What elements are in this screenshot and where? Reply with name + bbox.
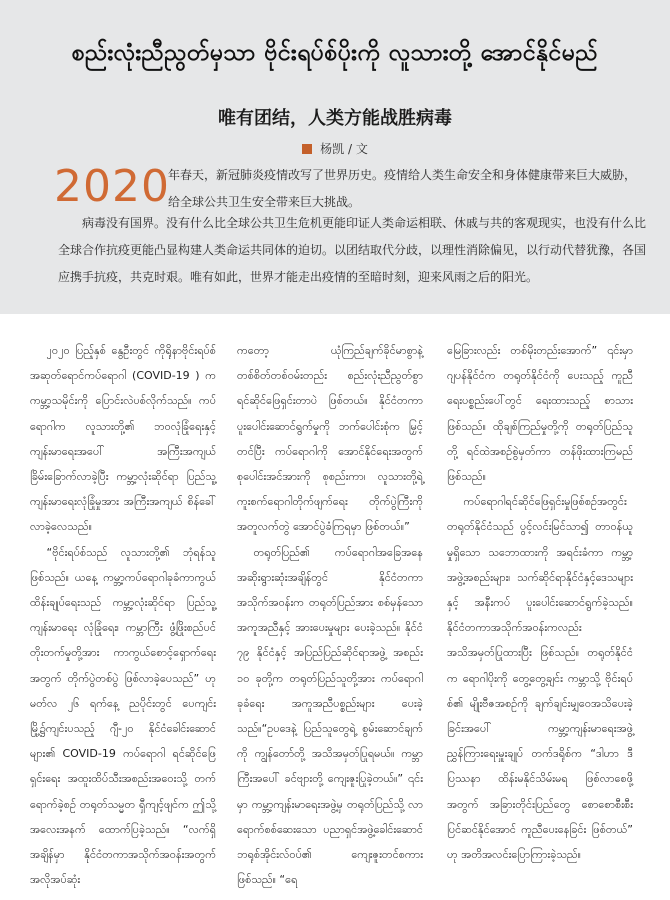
author-name: 杨凯 / 文 [320,142,368,156]
paragraph: ၂၀၂၀ ပြည့်နှစ် နွေဦးတွင် ကိုရိုနာဗိုင်းရပ်စ် အဆုတ်ရောင်ကပ်ရောဂါ (COVID-19 ) က ကမ္ဘာ့သမိုင်းကို ပြောင်းလဲပစ်လိုက်သည်။ ကပ်ရောဂါက လူသားတို့၏ ဘဝလုံခြုံရေးနှင့်ကျန်းမာရေးအပေါ် အကြီးအကျယ် ခြိမ်းခြောက်လာခဲ့ပြီး ကမ္ဘာ့လုံးဆိုင်ရာ ပြည်သူ့ကျန်းမာရေးလုံခြုံမှုအား အကြီးအကျယ် စိန်ခေါ်လာခဲ့လေသည်။ [30,344,216,534]
paragraph: “ဗိုင်းရပ်စ်သည် လူသားတို့၏ ဘုံရန်သူဖြစ်သည်။ ယနေ့ ကမ္ဘာ့ကပ်ရောဂါခုခံကာကွယ် ထိန်းချုပ်ရေးသည် ကမ္ဘာ့လုံးဆိုင်ရာ ပြည်သူ့ကျန်းမာရေး လုံခြုံရေး၊ ကမ္ဘာကြီး ဖွံ့ဖြိုးစည်ပင်တိုးတက်မှုတို့အား ကာကွယ်စောင့်ရှောက်ရေးအတွက် တိုက်ပွဲတစ်ပွဲ ဖြစ်လာခဲ့ပေသည်” ဟု မတ်လ ၂၆ ရက်နေ့ ညပိုင်းတွင် ပေကျင်းမြို့၌ကျင်းပသည့် ဂျီ-၂၀ နိုင်ငံခေါင်းဆောင်များ၏ COVID-19 ကပ်ရောဂါ ရင်ဆိုင်ဖြေရှင်းရေး အထူးထိပ်သီးအစည်းအဝေးသို့ တက်ရောက်ခဲ့စဉ် တရုတ်သမ္မတ ရှီကျင့်ဖျင်က ဤသို့ အလေးအနက် ထောက်ပြခဲ့သည်။ “လက်ရှိအချိန်မှာ နိုင်ငံတကာအသိုက်အဝန်းအတွက် အလိုအပ်ဆုံး [30,545,216,887]
year-numeral: 2020 [54,161,170,212]
paragraph: တရုတ်ပြည်၏ ကပ်ရောဂါအခြေအနေ အဆိုးရွားဆုံးအချိန်တွင် နိုင်ငံတကာအသိုက်အဝန်းက တရုတ်ပြည်အား စစ်မှန်သော အကူအညီနှင့် အားပေးမှုများ ပေးခဲ့သည်။ နိုင်ငံ ၇၉ နိုင်ငံနှင့် အပြည်ပြည်ဆိုင်ရာအဖွဲ့ အစည်း ၁၀ ခုတို့က တရုတ်ပြည်သူတို့အား ကပ်ရောဂါခုခံရေး အကူအညီပစ္စည်းများ ပေးခဲ့သည်။“ဥပဒေနဲ့ ပြည်သူတွေရဲ့ စွမ်းဆောင်ချက်ကို ကျွန်တော်တို့ အသိအမှတ်ပြုရမယ်။ ကမ္ဘာကြီးအပေါ် ခင်ဗျားတို့ ကျေးဇူးပြုခဲ့တယ်။” ၎င်းမှာ ကမ္ဘာ့ကျန်းမာရေးအဖွဲ့မှ တရုတ်ပြည်သို့ လာရောက်စစ်ဆေးသော ပညာရှင်အဖွဲ့ခေါင်းဆောင် ဘရုစ်အိုင်းလ်ဝပ်၏ ကျေးဇူးတင်စကား ဖြစ်သည်။ “ရေ [237,545,423,887]
chinese-title: 唯有团结，人类方能战胜病毒 [218,108,452,129]
body-column-2 [237,338,423,892]
paragraph: ကပ်ရောဂါရင်ဆိုင်ဖြေရှင်းမှုဖြစ်စဉ်အတွင်း တရုတ်နိုင်ငံသည် ပွင့်လင်းမြင်သာ၍ တာဝန်ယူမှုရှိသော သဘောထားကို အရင်းခံကာ ကမ္ဘာ့အဖွဲ့အစည်းများ၊ သက်ဆိုင်ရာနိုင်ငံနှင့်ဒေသများနှင့် အနီးကပ် ပူးပေါင်းဆောင်ရွက်ခဲ့သည်။ နိုင်ငံတကာအသိုက်အဝန်းကလည်း အသိအမှတ်ပြုထားပြီး ဖြစ်သည်။ တရုတ်နိုင်ငံက ရောဂါပိုးကို တွေ့တွေ့ချင်း ကမ္ဘာသို့ ဗိုင်းရပ်စ်၏ မျိုးဗီဇအစဉ်ကို ချက်ချင်းမျှဝေအသိပေးခဲ့ခြင်းအပေါ် ကမ္ဘာ့ကျန်းမာရေးအဖွဲ့ ညွှန်ကြားရေးမှူးချုပ် တက်ဒရိုစ်က “ဒါဟာ ဒီပြဿနာ ထိန်းမနိုင်သိမ်းမရ ဖြစ်လာစေဖို့အတွက် အခြားတိုင်းပြည်တွေ စောစောစီးစီး ပြင်ဆင်နိုင်အောင် ကူညီပေးနေခြင်း ဖြစ်တယ်” ဟု အတိအလင်းပြောကြားခဲ့သည်။ [447,495,633,862]
article-header [0,0,670,314]
author-line [0,140,670,157]
myanmar-title: စည်းလုံးညီညွတ်မှသာ ဗိုင်းရပ်စ်ပိုးကို လူသားတို့ အောင်နိုင်မည် [71,40,599,66]
intro-paragraph: 病毒没有国界。没有什么比全球公共卫生危机更能印证人类命运相联、休戚与共的客观现实，也没有什么比全球合作抗疫更能凸显构建人类命运共同体的迫切。以团结取代分歧，以理性消除偏见，以行动代替犹豫，各国应携手抗疫，共克时艰。唯有如此，世界才能走出疫情的至暗时刻，迎来风雨之后的阳光。 [58,216,647,284]
author-square-icon [302,144,312,154]
paragraph: ကတော့ ယုံကြည်ချက်ခိုင်မာစွာနဲ့ တစ်စိတ်တစ်ဝမ်းတည်း စည်းလုံးညီညွတ်စွာ ရင်ဆိုင်ဖြေရှင်းတာပဲ ဖြစ်တယ်။ နိုင်ငံတကာပူးပေါင်းဆောင်ရွက်မှုကို ဘက်ပေါင်းစုံက မြှင့်တင်ပြီး ကပ်ရောဂါကို အောင်နိုင်ရေးအတွက် စုပေါင်းအင်အားကို စုစည်းကာ၊ လူသားတို့ရဲ့ ကူးစက်ရောဂါတိုက်ဖျက်ရေး တိုက်ပွဲကြီးကို အတူလက်တွဲ အောင်ပွဲခံကြရမှာ ဖြစ်တယ်။” [237,344,423,534]
body-column-3 [447,338,633,867]
body-column-1 [30,338,216,892]
lead-paragraph: 年春天，新冠肺炎疫情改写了世界历史。疫情给人类生命安全和身体健康带来巨大威胁，给全球公共卫生安全带来巨大挑战。 [168,168,637,209]
paragraph: မြေခြားလည်း တစ်မိုးတည်းအောက်” ၎င်းမှာ ဂျပန်နိုင်ငံက တရုတ်နိုင်ငံကို ပေးသည့် ကူညီရေးပစ္စည်းပေါ်တွင် ရေးထားသည့် စာသားဖြစ်သည်။ ထိုချစ်ကြည်မှုတို့ကို တရုတ်ပြည်သူတို့ ရင်ထဲအစဉ်စွဲမှတ်ကာ တန်ဖိုးထားကြမည် ဖြစ်သည်။ [447,344,633,484]
